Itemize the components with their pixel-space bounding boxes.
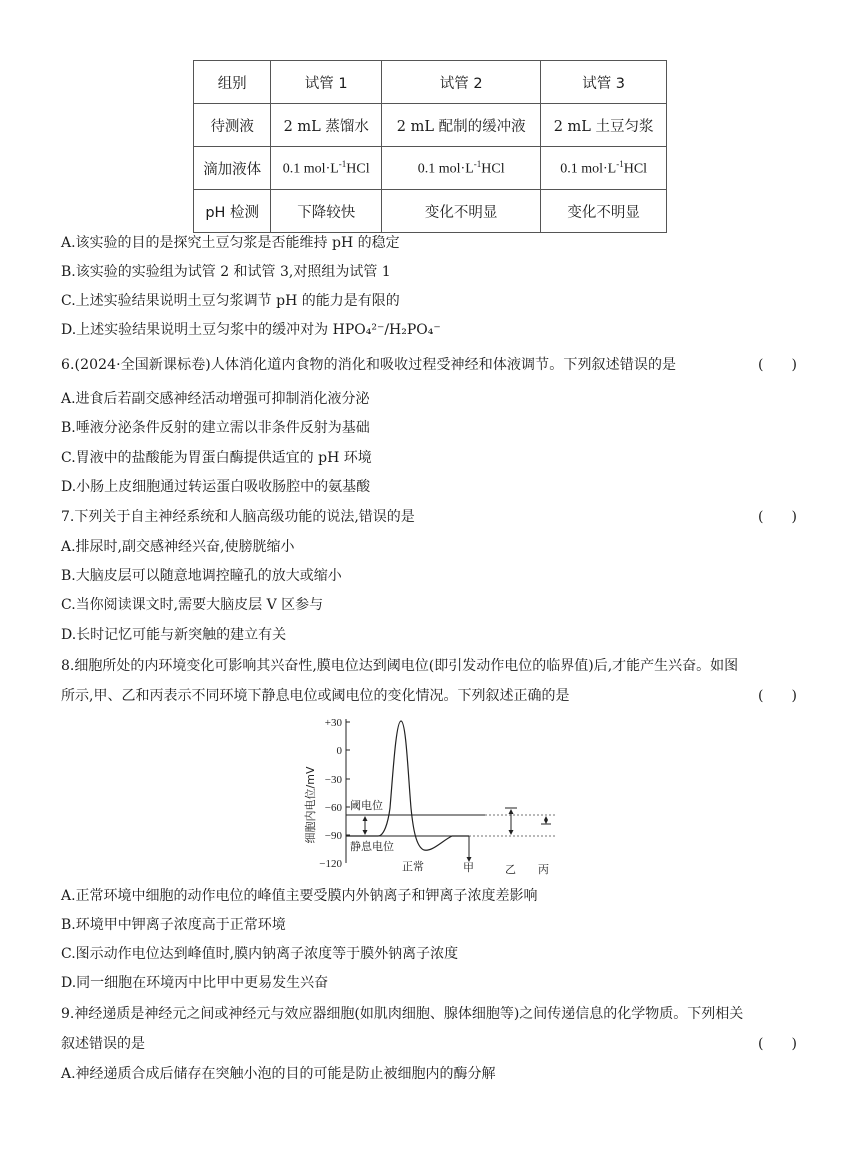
arrow-head — [544, 816, 548, 820]
q7-option-a: A.排尿时,副交感神经兴奋,使膀胱缩小 — [61, 539, 295, 555]
y-tick-label: −30 — [324, 774, 342, 786]
table-header-cell: 试管 1 — [271, 61, 382, 104]
table-row — [194, 190, 667, 233]
table-cell — [541, 147, 667, 190]
q7-option-d: D.长时记忆可能与新突触的建立有关 — [61, 627, 287, 643]
hcl-exp: -1 — [338, 158, 347, 169]
q8-option-c: C.图示动作电位达到峰值时,膜内钠离子浓度等于膜外钠离子浓度 — [61, 946, 459, 962]
hcl-name: HCl — [346, 161, 370, 177]
arrow-head — [363, 816, 368, 821]
hcl-conc: 0.1 mol·L — [282, 161, 339, 177]
table-cell: 待测液 — [194, 104, 271, 147]
q6-option-d: D.小肠上皮细胞通过转运蛋白吸收肠腔中的氨基酸 — [61, 479, 371, 495]
table-header-cell: 试管 2 — [382, 61, 541, 104]
table-row — [194, 147, 667, 190]
q8-option-d: D.同一细胞在环境丙中比甲中更易发生兴奋 — [61, 975, 329, 991]
hcl-name: HCl — [481, 161, 505, 177]
y-ticks — [319, 717, 350, 870]
q9-answer-paren: ( ) — [758, 1036, 797, 1052]
arrow-head — [509, 809, 514, 814]
q8-option-a: A.正常环境中细胞的动作电位的峰值主要受膜内外钠离子和钾离子浓度差影响 — [61, 888, 538, 904]
yi-label: 乙 — [505, 863, 516, 876]
q9-option-a: A.神经递质合成后储存在突触小泡的目的可能是防止被细胞内的酶分解 — [61, 1066, 496, 1082]
table-cell: 变化不明显 — [541, 190, 667, 233]
table-cell: 2 mL 配制的缓冲液 — [382, 104, 541, 147]
table-cell — [271, 147, 382, 190]
resting-label: 静息电位 — [350, 840, 394, 853]
threshold-label: 阈电位 — [350, 799, 383, 812]
q9-stem-line1: 9.神经递质是神经元之间或神经元与效应器细胞(如肌肉细胞、腺体细胞等)之间传递信息的化学物质。下列相关 — [61, 1006, 744, 1022]
hcl-exp: -1 — [616, 158, 624, 169]
table-cell: 2 mL 蒸馏水 — [271, 104, 382, 147]
table-cell — [382, 147, 541, 190]
q6-stem: 6.(2024·全国新课标卷)人体消化道内食物的消化和吸收过程受神经和体液调节。下列叙述错误的是 — [61, 357, 677, 373]
hcl-conc: 0.1 mol·L — [417, 161, 474, 177]
normal-label: 正常 — [402, 860, 424, 873]
table-header-cell: 组别 — [194, 61, 271, 104]
q5-option-c: C.上述实验结果说明土豆匀浆调节 pH 的能力是有限的 — [61, 293, 400, 309]
membrane-potential-svg — [302, 713, 564, 879]
table-cell: 下降较快 — [271, 190, 382, 233]
q8-stem-line1: 8.细胞所处的内环境变化可影响其兴奋性,膜电位达到阈电位(即引发动作电位的临界值)后,才能产生兴奋。如图 — [61, 658, 739, 674]
table-cell: pH 检测 — [194, 190, 271, 233]
table-header-row — [194, 61, 667, 104]
arrow-head — [509, 830, 514, 835]
q8-stem-line2: 所示,甲、乙和丙表示不同环境下静息电位或阈电位的变化情况。下列叙述正确的是 — [61, 688, 570, 704]
jia-label: 甲 — [463, 861, 474, 874]
table-cell: 2 mL 土豆匀浆 — [541, 104, 667, 147]
q6-option-c: C.胃液中的盐酸能为胃蛋白酶提供适宜的 pH 环境 — [61, 450, 372, 466]
table-row — [194, 104, 667, 147]
q6-option-a: A.进食后若副交感神经活动增强可抑制消化液分泌 — [61, 391, 370, 407]
hcl-conc: 0.1 mol·L — [560, 161, 617, 177]
y-tick-label: −60 — [324, 802, 342, 814]
y-tick-label: +30 — [324, 717, 342, 729]
membrane-potential-figure — [302, 713, 564, 879]
q8-option-b: B.环境甲中钾离子浓度高于正常环境 — [61, 917, 286, 933]
q7-answer-paren: ( ) — [758, 509, 797, 525]
y-axis-label: 细胞内电位/mV — [304, 766, 317, 844]
y-tick-label: 0 — [336, 745, 342, 757]
q8-answer-paren: ( ) — [758, 688, 797, 704]
q6-answer-paren: ( ) — [758, 357, 797, 373]
q7-option-b: B.大脑皮层可以随意地调控瞳孔的放大或缩小 — [61, 568, 342, 584]
table-header-cell: 试管 3 — [541, 61, 667, 104]
hcl-exp: -1 — [473, 158, 482, 169]
q7-option-c: C.当你阅读课文时,需要大脑皮层 V 区参与 — [61, 597, 324, 613]
arrow-head — [544, 820, 548, 824]
hcl-name: HCl — [623, 161, 648, 177]
q6-option-b: B.唾液分泌条件反射的建立需以非条件反射为基础 — [61, 420, 370, 436]
q5-option-d: D.上述实验结果说明土豆匀浆中的缓冲对为 HPO₄²⁻/H₂PO₄⁻ — [61, 322, 441, 338]
q7-stem: 7.下列关于自主神经系统和人脑高级功能的说法,错误的是 — [61, 509, 415, 525]
experiment-table — [193, 60, 667, 233]
table-cell: 变化不明显 — [382, 190, 541, 233]
bing-label: 丙 — [538, 863, 549, 876]
table-cell: 滴加液体 — [194, 147, 271, 190]
q5-option-b: B.该实验的实验组为试管 2 和试管 3,对照组为试管 1 — [61, 264, 391, 280]
q9-stem-line2: 叙述错误的是 — [61, 1036, 145, 1052]
q5-option-a: A.该实验的目的是探究土豆匀浆是否能维持 pH 的稳定 — [61, 235, 400, 251]
arrow-head — [363, 830, 368, 835]
y-tick-label: −120 — [319, 858, 342, 870]
y-tick-label: −90 — [324, 830, 342, 842]
